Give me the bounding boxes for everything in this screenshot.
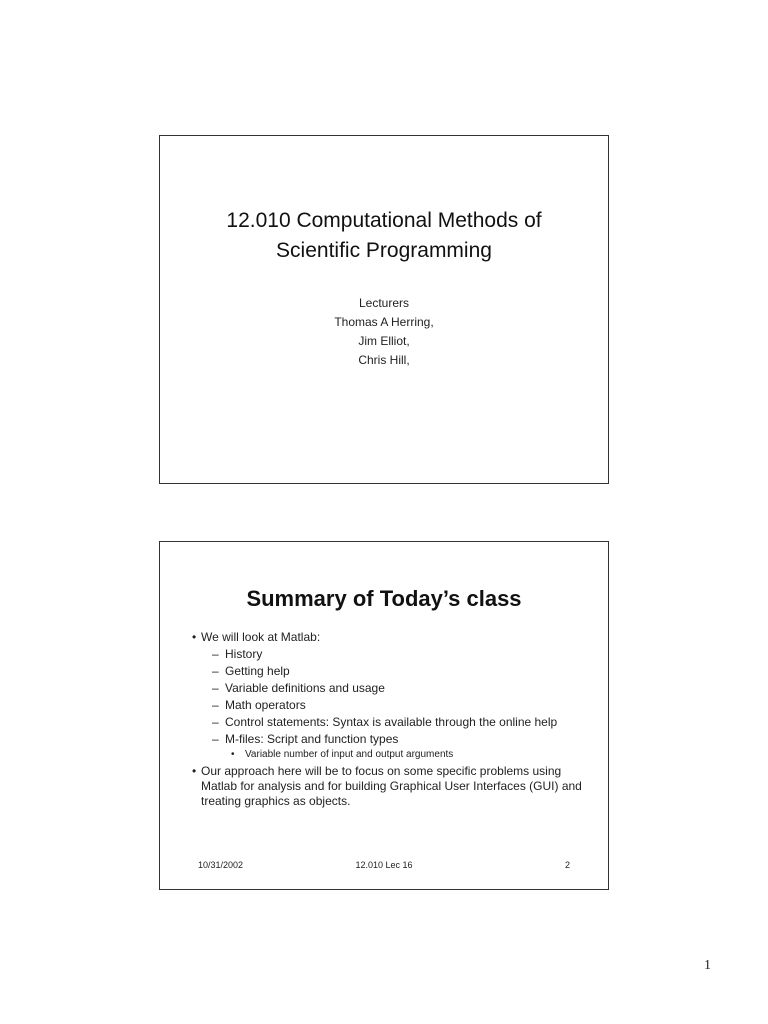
bullet-text: We will look at Matlab: xyxy=(201,630,321,644)
lecturers-block xyxy=(160,294,608,370)
sub-bullet-item xyxy=(192,647,592,662)
lecturer-name: Thomas A Herring, xyxy=(334,315,434,329)
sub-bullet-text: Math operators xyxy=(225,698,306,712)
bullet-item xyxy=(192,630,592,645)
dash-marker: – xyxy=(212,681,219,695)
sub-bullet-item xyxy=(192,664,592,679)
lecturer-name: Jim Elliot, xyxy=(358,334,410,348)
sub-sub-bullet-item xyxy=(192,749,592,761)
footer-course: 12.010 Lec 16 xyxy=(355,860,413,870)
sub-bullet-item xyxy=(192,732,592,747)
bullet-marker: • xyxy=(231,749,235,760)
slide-2-title: Summary of Today’s class xyxy=(246,586,522,611)
slide-1 xyxy=(159,135,609,484)
bullet-text: Our approach here will be to focus on some specific problems using Matlab for analysis and for building Graphical User Interfaces (GUI) and treating graphics as objects. xyxy=(201,764,582,808)
slide-1-title xyxy=(160,206,608,266)
lecturer-name: Chris Hill, xyxy=(358,353,410,367)
slide-2-body xyxy=(192,630,592,809)
sub-bullet-text: Control statements: Syntax is available through the online help xyxy=(225,715,558,729)
bullet-item xyxy=(192,764,592,809)
dash-marker: – xyxy=(212,732,219,746)
footer-date: 10/31/2002 xyxy=(198,860,244,870)
lecturers-heading: Lecturers xyxy=(358,296,410,310)
sub-bullet-text: Variable definitions and usage xyxy=(225,681,385,695)
page-number: 1 xyxy=(704,958,711,973)
sub-bullet-text: Getting help xyxy=(225,664,290,678)
sub-bullet-item xyxy=(192,715,592,730)
slide-2 xyxy=(159,541,609,890)
sub-bullet-text: History xyxy=(225,647,263,661)
footer-slide-number: 2 xyxy=(564,860,570,870)
sub-bullet-item xyxy=(192,698,592,713)
sub-bullet-item xyxy=(192,681,592,696)
dash-marker: – xyxy=(212,715,219,729)
dash-marker: – xyxy=(212,664,219,678)
bullet-marker: • xyxy=(192,764,197,778)
dash-marker: – xyxy=(212,698,219,712)
title-line-1: 12.010 Computational Methods of xyxy=(226,209,542,232)
sub-bullet-text: M-files: Script and function types xyxy=(225,732,399,746)
bullet-marker: • xyxy=(192,630,197,644)
sub-sub-bullet-text: Variable number of input and output arguments xyxy=(245,749,454,760)
title-line-2: Scientific Programming xyxy=(276,239,492,262)
slide-footer xyxy=(198,860,570,872)
dash-marker: – xyxy=(212,647,219,661)
